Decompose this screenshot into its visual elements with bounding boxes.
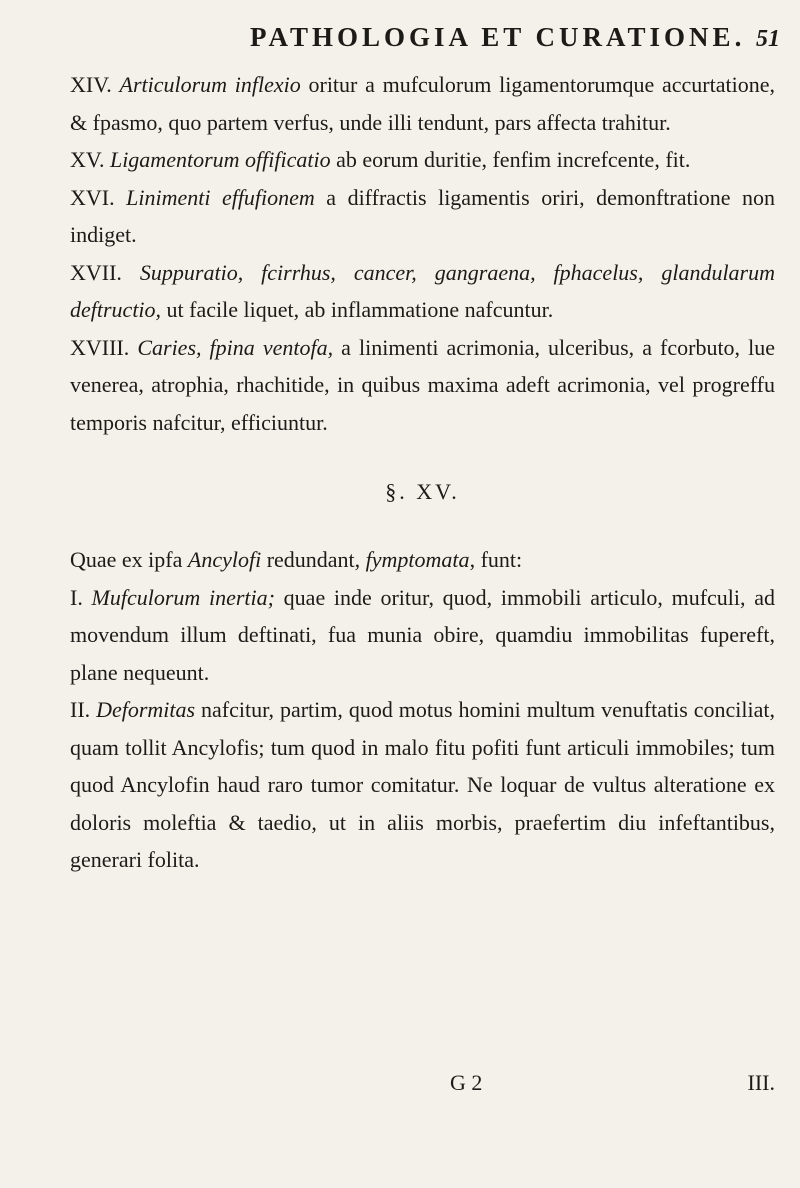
- item-text: nafcitur, partim, quod motus homini multum venuftatis conciliat, quam tollit Ancylofis; tum quod in malo fitu pofiti funt articuli immobiles; tum quod Ancylofin haud raro tumor comitatur. Ne loquar de vultus alteratione ex doloris moleftia & taedio, ut in aliis morbis, praefertim diu infeftantibus, generari folita.: [70, 697, 776, 872]
- item-number: II.: [70, 697, 91, 722]
- item-ii: [70, 691, 775, 879]
- paragraph-term: Ligamentorum offificatio: [109, 147, 331, 172]
- item-term: Mufculorum inertia;: [91, 584, 275, 610]
- page-footer: [70, 1070, 775, 1110]
- paragraph-xv: [70, 141, 775, 179]
- page-header: [250, 22, 790, 62]
- page-number: 51: [756, 26, 780, 52]
- paragraph-xvi: [70, 179, 775, 254]
- section-heading: §. XV.: [385, 479, 460, 504]
- paragraph-number: XV.: [70, 147, 105, 172]
- paragraph-text: oritur a mufculorum ligamentorumque accurtatione, & fpasmo, quo partem verfus, unde illi tendunt, pars affecta trahitur.: [70, 72, 775, 135]
- signature-mark: G 2: [450, 1070, 483, 1095]
- paragraph-term: Caries, fpina ventofa,: [137, 334, 334, 360]
- paragraph-number: XVI.: [70, 184, 115, 210]
- paragraph-xvii: [70, 254, 775, 329]
- item-number: I.: [70, 584, 83, 610]
- body-text: [70, 66, 775, 879]
- paragraph-term: Linimenti effufionem: [126, 184, 315, 210]
- paragraph-xiv: [70, 66, 775, 141]
- paragraph-term: Suppuratio, fcirrhus, cancer, gangraena, fphacelus, glandularum deftructio,: [70, 259, 776, 322]
- paragraph-number: XIV.: [70, 72, 112, 97]
- intro-term: fymptomata: [365, 547, 470, 572]
- paragraph-text: ab eorum duritie, fenfim increfcente, fit.: [330, 147, 691, 172]
- paragraph-term: Articulorum inflexio: [119, 72, 301, 97]
- catchword: III.: [747, 1070, 775, 1095]
- running-head: PATHOLOGIA ET CURATIONE.: [250, 22, 746, 52]
- paragraph-text: a diffractis ligamentis oriri, demonftratione non indiget.: [70, 184, 775, 247]
- intro-text: , funt:: [469, 547, 523, 572]
- paragraph-xviii: [70, 329, 775, 442]
- intro-term: Ancylofi: [187, 547, 262, 572]
- intro-text: Quae ex ipfa: [70, 547, 188, 572]
- paragraph-text: ut facile liquet, ab inflammatione nafcuntur.: [161, 297, 554, 322]
- item-term: Deformitas: [96, 697, 196, 722]
- paragraph-text: a linimenti acrimonia, ulceribus, a fcorbuto, lue venerea, atrophia, rhachitide, in quibus maxima adeft acrimonia, vel progreffu temporis nafcitur, efficiuntur.: [70, 334, 775, 435]
- intro-paragraph: [70, 541, 775, 579]
- item-i: [70, 579, 775, 692]
- item-text: quae inde oritur, quod, immobili articulo, mufculi, ad movendum illum deftinati, fua munia obire, quamdiu immobilitas fupereft, plane nequeunt.: [70, 584, 775, 685]
- paragraph-number: XVII.: [70, 259, 122, 285]
- intro-text: redundant,: [261, 547, 366, 572]
- paragraph-number: XVIII.: [70, 334, 130, 360]
